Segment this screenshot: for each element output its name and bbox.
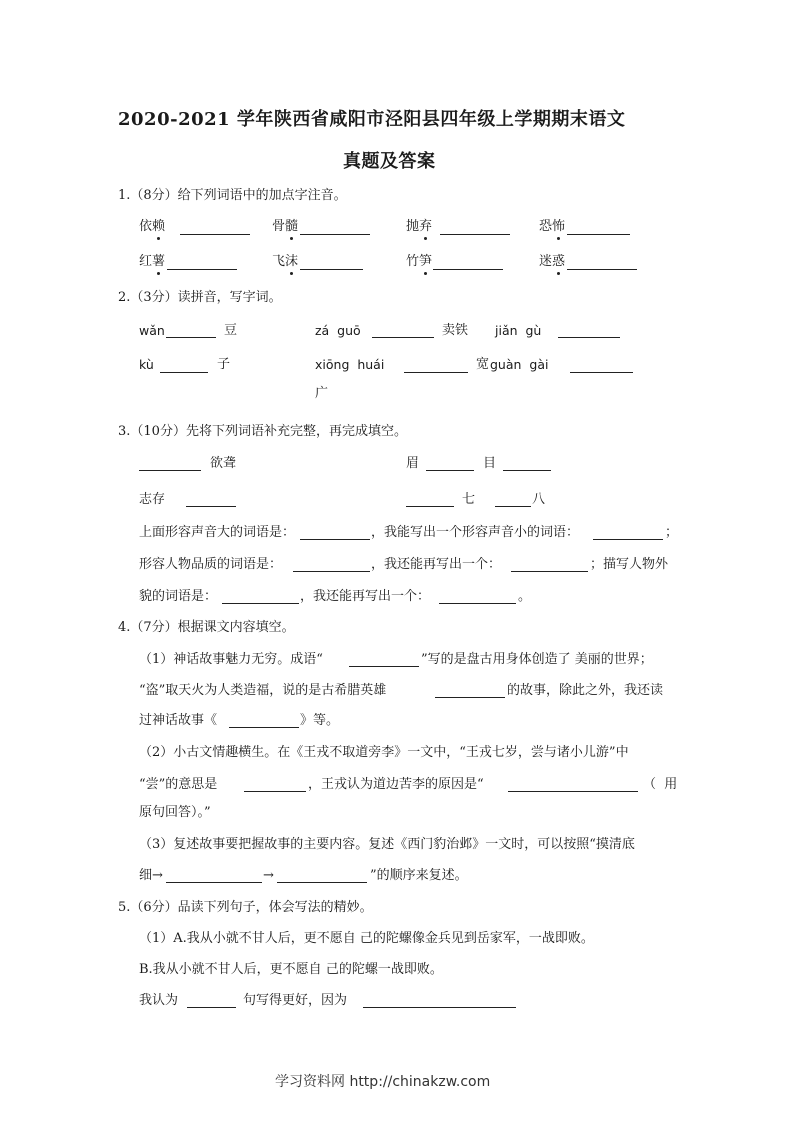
q3-word-yulong: 欲聋 bbox=[210, 456, 237, 471]
q2-char-maitie: 卖铁 bbox=[442, 323, 469, 338]
q3-heading: 3.（10分）先将下列词语补充完整，再完成填空。 bbox=[118, 424, 407, 439]
q1-word-gusui: 骨髓 bbox=[272, 219, 299, 234]
q2-blank-zaguo[interactable] bbox=[372, 323, 434, 338]
q2-pinyin-guangai: guàn gài bbox=[490, 357, 549, 372]
q4-p8-text-c: ”的顺序来复述。 bbox=[370, 868, 468, 883]
q2-pinyin-ku: kù bbox=[139, 357, 154, 372]
q4-p1-text-b: ”写的是盘古用身体创造了 美丽的世界； bbox=[421, 652, 653, 667]
q1-blank-3[interactable] bbox=[440, 220, 510, 235]
q1-blank-4[interactable] bbox=[567, 220, 630, 235]
q2-blank-jiangu[interactable] bbox=[558, 323, 620, 338]
q4-p6-text: 原句回答）。” bbox=[139, 805, 211, 820]
q4-p5-text-c: （ 用 bbox=[643, 777, 678, 792]
q1-blank-5[interactable] bbox=[167, 255, 237, 270]
q5-answer-text-a: 我认为 bbox=[139, 993, 179, 1008]
q3-line1-text-c: ； bbox=[665, 525, 679, 540]
q5-heading: 5.（6分）品读下列句子，体会写法的精妙。 bbox=[118, 900, 373, 915]
q1-blank-6[interactable] bbox=[300, 255, 363, 270]
q3-line2-text-c: ；描写人物外 bbox=[590, 557, 669, 572]
q3-line2-text-a: 形容人物品质的词语是： bbox=[139, 557, 283, 572]
q3-word-qi: 七 bbox=[462, 492, 476, 507]
q1-blank-1[interactable] bbox=[180, 220, 250, 235]
q3-line3-text-c: 。 bbox=[518, 589, 532, 604]
q3-blank-qi-before[interactable] bbox=[406, 492, 454, 507]
q1-blank-8[interactable] bbox=[567, 255, 637, 270]
document-title-line2: 真题及答案 bbox=[343, 151, 436, 172]
q1-word-paoqi: 抛弃 bbox=[406, 219, 433, 234]
q5-sentence-a: （1）A.我从小就不甘人后，更不愿自 己的陀螺像金兵见到岳家军，一战即败。 bbox=[139, 931, 594, 946]
document-title-line1: 2020-2021 学年陕西省咸阳市泾阳县四年级上学期期末语文 bbox=[118, 109, 626, 130]
q4-blank-step2[interactable] bbox=[166, 868, 262, 883]
q3-blank-mei[interactable] bbox=[426, 456, 474, 471]
q2-char-zi: 子 bbox=[217, 357, 231, 372]
q2-pinyin-wan: wǎn bbox=[139, 323, 165, 338]
q1-word-yilai: 依赖 bbox=[139, 219, 166, 234]
q1-word-hongshu: 红薯 bbox=[139, 254, 166, 269]
q4-blank-idiom[interactable] bbox=[349, 652, 419, 667]
q3-blank-quiet[interactable] bbox=[593, 525, 663, 540]
q1-word-feimo: 飞沫 bbox=[272, 254, 299, 269]
q3-word-mei: 眉 bbox=[406, 456, 420, 471]
q4-p3-text-b: 》等。 bbox=[300, 713, 340, 728]
q4-blank-chang[interactable] bbox=[244, 777, 306, 792]
q3-blank-mu[interactable] bbox=[503, 456, 551, 471]
q3-blank-quality-more[interactable] bbox=[511, 557, 588, 572]
q2-heading: 2.（3分）读拼音，写字词。 bbox=[118, 290, 282, 305]
q4-p8-text-b: → bbox=[263, 868, 274, 883]
q2-blank-guangai[interactable] bbox=[570, 358, 633, 373]
q3-blank-zhicun[interactable] bbox=[186, 492, 236, 507]
q4-p5-text-b: ，王戎认为道边苦李的原因是“ bbox=[308, 777, 484, 792]
q4-blank-reason[interactable] bbox=[508, 777, 638, 792]
q3-line1-text-a: 上面形容声音大的词语是： bbox=[139, 525, 296, 540]
q4-p7-text: （3）复述故事要把握故事的主要内容。复述《西门豹治邺》一文时，可以按照“摸清底 bbox=[139, 837, 635, 852]
q3-line3-text-a: 貌的词语是： bbox=[139, 589, 218, 604]
q2-char-kuan: 宽 bbox=[476, 357, 490, 372]
q4-blank-hero[interactable] bbox=[435, 683, 505, 698]
q4-p5-text-a: “尝”的意思是 bbox=[139, 777, 218, 792]
q1-blank-2[interactable] bbox=[300, 220, 370, 235]
q5-answer-text-b: 句写得更好，因为 bbox=[243, 993, 348, 1008]
q3-line2-text-b: ，我还能再写出一个： bbox=[371, 557, 502, 572]
q3-word-zhicun: 志存 bbox=[139, 492, 166, 507]
q2-pinyin-zaguo: zá guō bbox=[315, 323, 361, 338]
q4-heading: 4.（7分）根据课文内容填空。 bbox=[118, 620, 295, 635]
q4-p2-text-a: “盗”取天火为人类造福，说的是古希腊英雄 bbox=[139, 683, 387, 698]
q2-blank-xionghuai[interactable] bbox=[404, 358, 468, 373]
q4-p4-text: （2）小古文情趣横生。在《王戎不取道旁李》一文中，“王戎七岁，尝与诸小儿游”中 bbox=[139, 745, 629, 760]
q5-blank-choice[interactable] bbox=[187, 993, 236, 1008]
q5-sentence-b: B.我从小就不甘人后，更不愿自 己的陀螺一战即败。 bbox=[139, 962, 443, 977]
q3-blank-ba-before[interactable] bbox=[495, 492, 531, 507]
q4-blank-step3[interactable] bbox=[277, 868, 367, 883]
q4-blank-myth[interactable] bbox=[229, 713, 299, 728]
q3-blank-yulong[interactable] bbox=[139, 456, 201, 471]
q1-word-mihuo: 迷惑 bbox=[539, 254, 566, 269]
q2-char-guang: 广 bbox=[315, 386, 329, 401]
q3-blank-looks[interactable] bbox=[222, 589, 299, 604]
q3-line1-text-b: ，我能写出一个形容声音小的词语： bbox=[371, 525, 580, 540]
q2-blank-wan[interactable] bbox=[166, 323, 216, 338]
q4-p2-text-b: 的故事，除此之外，我还读 bbox=[507, 683, 664, 698]
q3-blank-loud[interactable] bbox=[300, 525, 370, 540]
q1-blank-7[interactable] bbox=[433, 255, 503, 270]
q2-pinyin-jiangu: jiǎn gù bbox=[495, 323, 542, 338]
q1-word-kongbu: 恐怖 bbox=[539, 219, 566, 234]
q4-p8-text-a: 细→ bbox=[139, 868, 163, 883]
q2-pinyin-xionghuai: xiōng huái bbox=[315, 357, 385, 372]
q3-blank-looks-more[interactable] bbox=[439, 589, 516, 604]
q1-word-zhusun: 竹笋 bbox=[406, 254, 433, 269]
q2-char-dou: 豆 bbox=[224, 323, 238, 338]
q5-blank-reason[interactable] bbox=[363, 993, 516, 1008]
q4-p3-text-a: 过神话故事《 bbox=[139, 713, 218, 728]
q3-blank-quality[interactable] bbox=[293, 557, 370, 572]
footer-watermark: 学习资料网 http://chinakzw.com bbox=[275, 1074, 491, 1090]
q2-blank-ku[interactable] bbox=[160, 358, 208, 373]
q3-word-ba: 八 bbox=[532, 492, 546, 507]
q3-line3-text-b: ，我还能再写出一个： bbox=[300, 589, 431, 604]
q1-heading: 1.（8分）给下列词语中的加点字注音。 bbox=[118, 188, 347, 203]
q3-word-mu: 目 bbox=[483, 456, 497, 471]
q4-p1-text-a: （1）神话故事魅力无穷。成语“ bbox=[139, 652, 323, 667]
